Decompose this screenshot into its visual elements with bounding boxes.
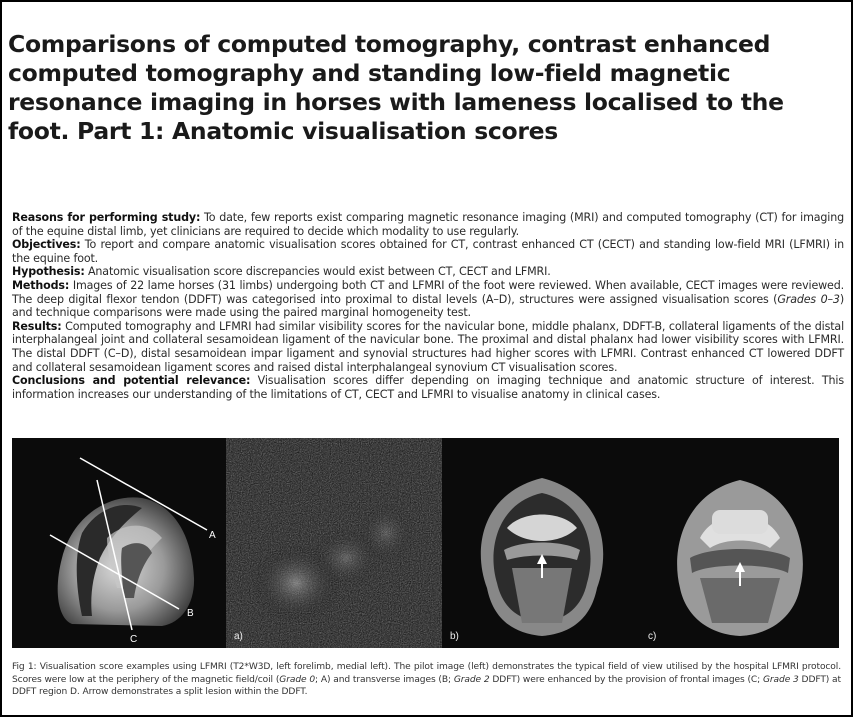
results-text: Computed tomography and LFMRI had similar visibility scores for the navicular bone, middle phalanx, DDFT-B, collateral ligaments of the distal interphalangeal joint and collateral sesamoidean ligament of the navicular bone. The proximal and distal phalanx had lower visibility scores with LFMRI. The distal DDFT (C–D), distal sesamoidean impar ligament and synovial structures had higher scores with LFMRI. Contrast enhanced CT lowered DDFT and collateral sesamoidean ligament scores and raised distal interphalangeal synovium CT visualisation scores. <box>12 319 844 374</box>
conclusions-label: Conclusions and potential relevance: <box>12 374 251 388</box>
methods-grades: Grades 0–3 <box>777 292 840 306</box>
pilot-image <box>12 438 226 648</box>
caption-part-2: ; A) and transverse images (B; <box>315 674 454 685</box>
line-label-c: C <box>130 634 138 645</box>
line-label-a: A <box>209 530 216 541</box>
caption-part-1: Fig 1: Visualisation score examples using LFMRI (T2*W3D, left forelimb, medial left). The pilot image (left) demonstrates the typical field of view utilised by the hospital LFMRI protocol. Scores were low at the periphery of the magnetic field/coil ( <box>12 662 841 685</box>
caption-grade-3: Grade 3 <box>762 674 799 685</box>
abstract-methods <box>12 279 844 320</box>
panel-a <box>226 438 442 648</box>
line-label-b: B <box>187 608 194 619</box>
panel-a-label: a) <box>234 631 243 642</box>
methods-text-b: ) and technique comparisons were made using the paired marginal homogeneity test. <box>12 292 844 320</box>
caption-part-3: DDFT) were enhanced by the provision of frontal images (C; <box>489 674 763 685</box>
methods-text-a: Images of 22 lame horses (31 limbs) undergoing both CT and LFMRI of the foot were reviewed. When available, CECT images were reviewed. The deep digital flexor tendon (DDFT) was categorised into proximal to distal levels (A–D), structures were assigned visualisation scores ( <box>12 278 844 306</box>
methods-label: Methods: <box>12 278 70 292</box>
abstract-hypothesis <box>12 265 844 279</box>
caption-grade-2: Grade 2 <box>453 674 490 685</box>
abstract <box>12 211 844 401</box>
pilot-image-panel <box>12 438 226 648</box>
reasons-label: Reasons for performing study: <box>12 211 201 224</box>
abstract-objectives <box>12 238 844 265</box>
objectives-label: Objectives: <box>12 238 81 252</box>
panel-b-image <box>442 438 640 648</box>
reasons-text: To date, few reports exist comparing magnetic resonance imaging (MRI) and computed tomography (CT) for imaging of the equine distal limb, yet clinicians are required to decide which modality to use regularly. <box>12 211 844 238</box>
results-label: Results: <box>12 319 62 333</box>
panel-c-label: c) <box>648 631 657 642</box>
figure-1 <box>12 438 839 648</box>
panel-b-label: b) <box>450 631 459 642</box>
panel-c-image <box>640 438 839 648</box>
conclusions-text: Visualisation scores differ depending on imaging technique and anatomic structure of interest. This information increases our understanding of the limitations of CT, CECT and LFMRI to visualise anatomy in clinical cases. <box>12 374 844 401</box>
panel-c <box>640 438 839 648</box>
panel-a-image <box>226 438 442 648</box>
caption-part-4: DDFT) at DDFT region D. Arrow demonstrates a split lesion within the DDFT. <box>12 674 842 698</box>
objectives-text: To report and compare anatomic visualisation scores obtained for CT, contrast enhanced CT (CECT) and standing low-field MRI (LFMRI) in the equine foot. <box>12 238 844 265</box>
hypothesis-text: Anatomic visualisation score discrepancies would exist between CT, CECT and LFMRI. <box>84 265 551 279</box>
abstract-conclusions <box>12 374 844 401</box>
caption-grade-0: Grade 0 <box>279 674 316 685</box>
abstract-reasons <box>12 211 844 238</box>
panel-b <box>442 438 640 648</box>
figure-caption <box>12 661 841 699</box>
hypothesis-label: Hypothesis: <box>12 265 85 279</box>
article-title: Comparisons of computed tomography, contrast enhanced computed tomography and standing low-field magnetic resonance imaging in horses with lameness localised to the foot. Part 1: Anatomic visualisation scores <box>8 30 784 145</box>
abstract-results <box>12 320 844 374</box>
